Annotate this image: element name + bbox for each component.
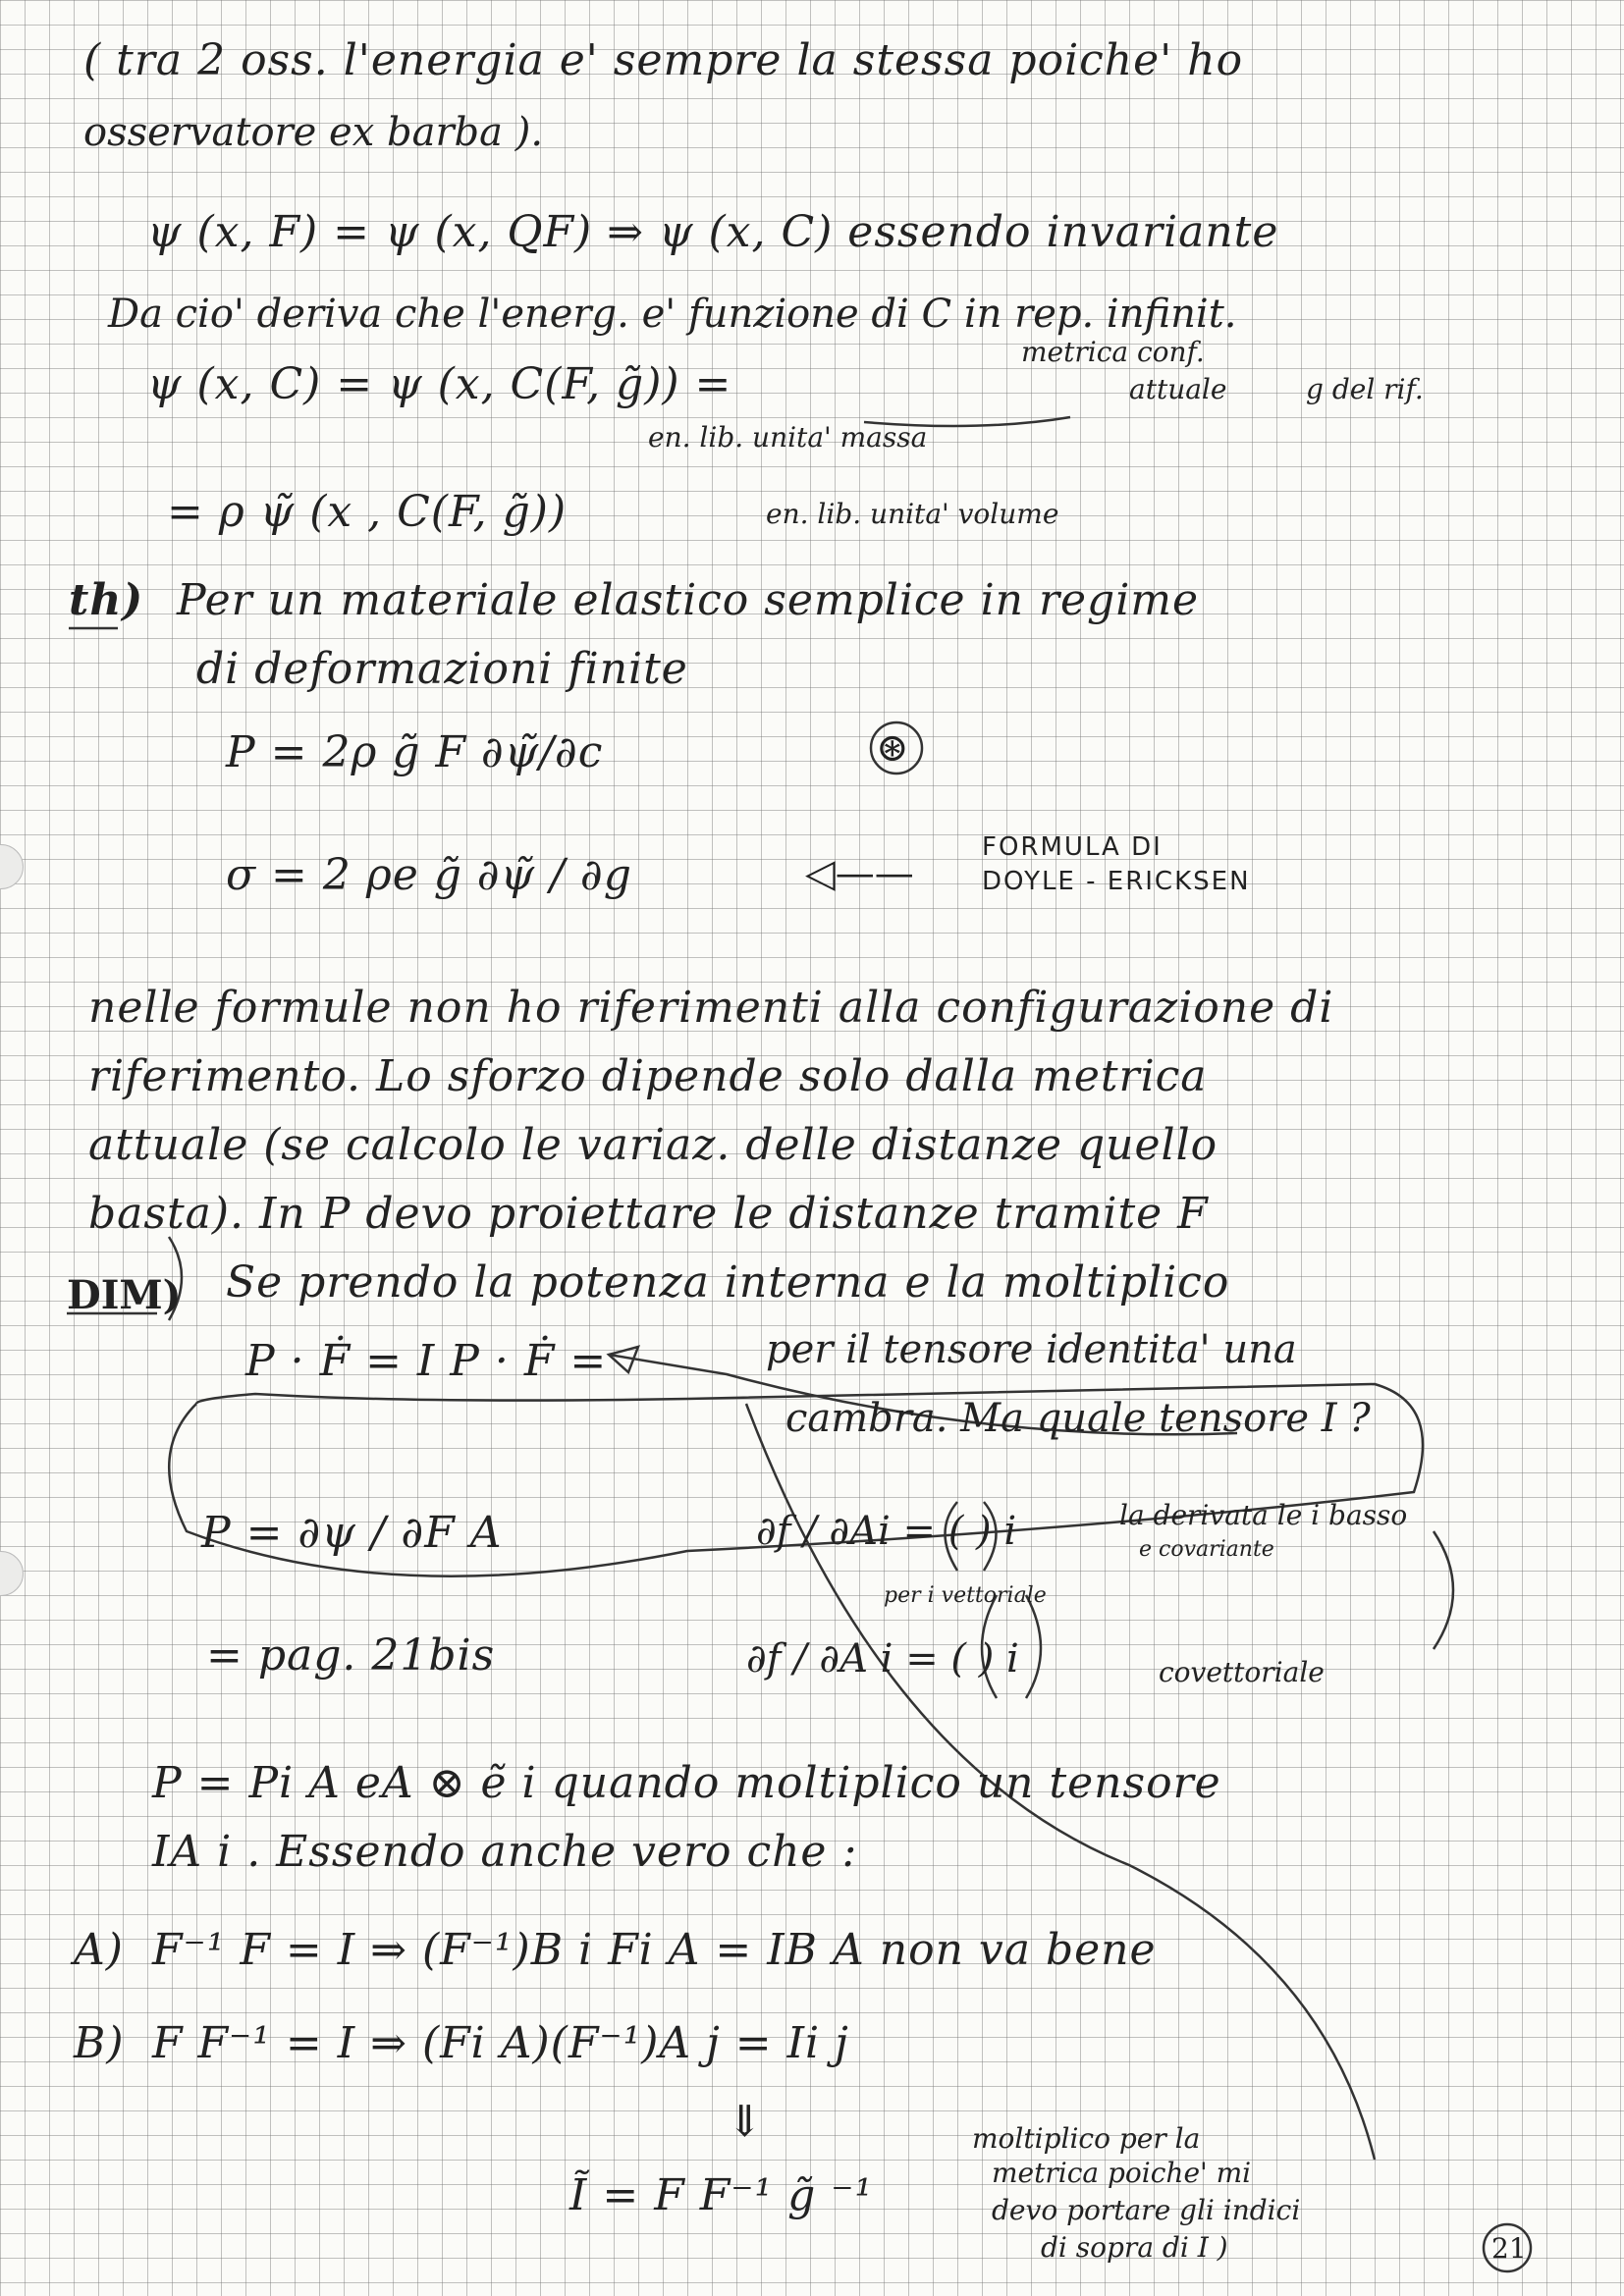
line-2: osservatore ex barba ).	[83, 110, 544, 155]
line-26b: metrica poiche' mi	[992, 2157, 1252, 2189]
line-1: ( tra 2 oss. l'energia e' sempre la stessa poiche' ho	[83, 35, 1244, 85]
line-20b: per i vettoriale	[884, 1583, 1047, 1608]
line-6: en. lib. unita' massa	[648, 421, 928, 454]
line-20d: covettoriale	[1159, 1656, 1325, 1688]
th-label: th)	[69, 575, 144, 625]
line-23: F⁻¹ F = I ⇒ (F⁻¹)B i Fi A = IB A non va bene	[152, 1925, 1157, 1975]
line-16: Se prendo la potenza interna e la moltiplico	[226, 1257, 1230, 1308]
line-3: ψ (x, F) = ψ (x, QF) ⇒ ψ (x, C) essendo invariante	[147, 207, 1279, 257]
line-5: ψ (x, C) = ψ (x, C(F, g̃)) =	[147, 359, 732, 409]
line-25: ⇓	[727, 2097, 764, 2147]
line-19c: la derivata le i basso	[1119, 1499, 1408, 1531]
line-22: IA i . Essendo anche vero che :	[152, 1827, 858, 1877]
line-23-label: A)	[74, 1925, 124, 1975]
line-26a: moltiplico per la	[972, 2122, 1201, 2155]
star-symbol: ⊛	[876, 725, 909, 771]
line-4: Da cio' deriva che l'energ. e' funzione di C in rep. infinit.	[108, 292, 1237, 337]
line-8: Per un materiale elastico semplice in regime	[177, 575, 1200, 625]
line-17b: per il tensore identita' una	[766, 1327, 1297, 1372]
line-7-note: en. lib. unita' volume	[766, 498, 1059, 530]
line-7: = ρ ψ̃ (x , C(F, g̃))	[167, 487, 568, 537]
line-24-label: B)	[74, 2018, 125, 2068]
line-21: P = Pi A eA ⊗ ẽ i quando moltiplico un tensore	[152, 1758, 1221, 1808]
right-paren	[1434, 1531, 1453, 1649]
bracket-right-20	[1026, 1595, 1041, 1698]
arrow-doyle: ◁——	[805, 851, 914, 896]
line-9: di deformazioni finite	[196, 644, 688, 694]
arrow-head	[609, 1347, 638, 1372]
line-19d: e covariante	[1139, 1537, 1274, 1562]
line-17a: P · Ḟ = I P · Ḟ =	[245, 1336, 608, 1386]
line-18: cambra. Ma quale tensore I ?	[785, 1396, 1371, 1441]
line-12: nelle formule non ho riferimenti alla configurazione di	[88, 983, 1334, 1033]
page-number: 21	[1491, 2232, 1527, 2265]
line-20c: ∂f / ∂A i = ( ) i	[746, 1636, 1019, 1682]
line-20a: = pag. 21bis	[206, 1630, 496, 1681]
line-5-attuale: attuale	[1129, 373, 1227, 405]
line-15: basta). In P devo proiettare le distanze tramite F	[88, 1189, 1209, 1239]
line-26c: devo portare gli indici	[992, 2194, 1301, 2226]
line-24: F F⁻¹ = I ⇒ (Fi A)(F⁻¹)A j = Ii j	[152, 2018, 849, 2068]
line-14: attuale (se calcolo le variaz. delle distanze quello	[88, 1120, 1218, 1170]
line-11: σ = 2 ρe g̃ ∂ψ̃ / ∂g	[226, 850, 632, 900]
line-27: Ĩ = F F⁻¹ g̃ ⁻¹	[569, 2170, 874, 2220]
line-13: riferimento. Lo sforzo dipende solo dalla metrica	[88, 1051, 1208, 1101]
line-19b: ∂f / ∂Ai = ( ) i	[756, 1509, 1017, 1554]
formula-title-1: FORMULA DI	[982, 832, 1163, 862]
line-19a: P = ∂ψ / ∂F A	[201, 1508, 503, 1558]
line-10: P = 2ρ g̃ F ∂ψ̃/∂c	[226, 727, 604, 777]
line-5-rif: g del rif.	[1306, 373, 1424, 405]
formula-title-2: DOYLE - ERICKSEN	[982, 867, 1251, 896]
line-26d: di sopra di I )	[1041, 2231, 1228, 2264]
dim-label: DIM)	[67, 1272, 182, 1318]
line-5-metrica: metrica conf.	[1021, 336, 1205, 368]
